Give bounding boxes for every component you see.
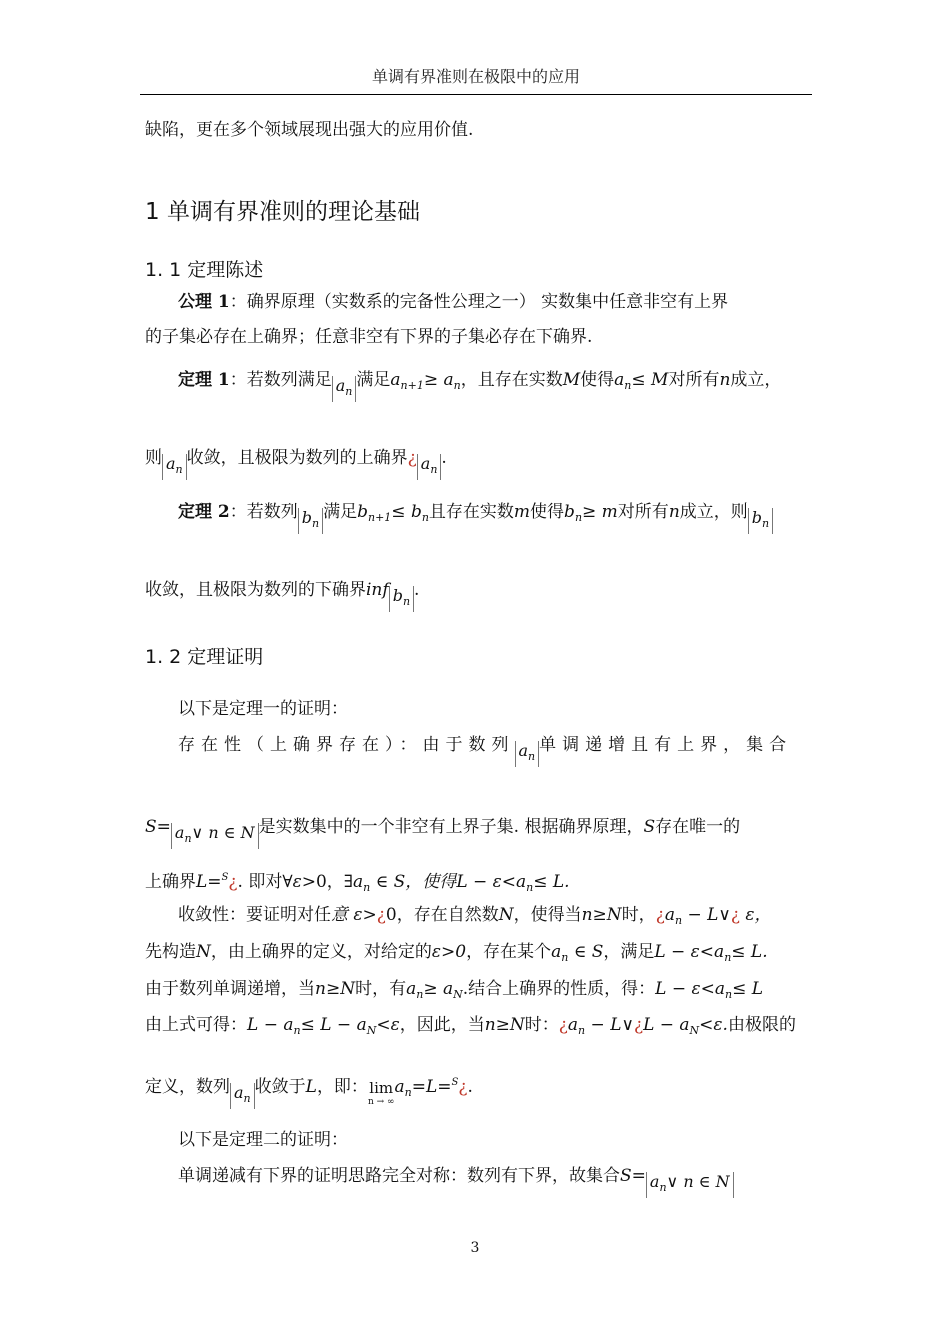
math-sub: n xyxy=(453,379,461,392)
math-a: a xyxy=(394,1077,405,1097)
math-n-ge-N: n≥N xyxy=(581,905,622,925)
sup-text-3: >0，∃ xyxy=(301,872,354,892)
math-sub: N xyxy=(366,1024,377,1037)
theorem-1-label: 定理 1 xyxy=(178,370,230,390)
axiom-1-label: 公理 1 xyxy=(178,292,230,312)
def-text-3: ，即： xyxy=(316,1077,368,1097)
pre-text: 先构造 xyxy=(145,942,196,962)
math-sub: n xyxy=(528,750,536,763)
theorem-2-text-4: 使得 xyxy=(530,502,565,522)
lim-subscript: n → ∞ xyxy=(367,1097,395,1107)
math-eq-L: =L= xyxy=(411,1077,452,1097)
pre-text-2: ，由上确界的定义，对给定的 xyxy=(210,942,432,962)
math-n-ge-N: n≥N xyxy=(315,979,356,999)
existence-text: 存在性（上确界存在）：由于数列 xyxy=(178,735,515,755)
math-sub: N xyxy=(453,988,463,1001)
math-S: S xyxy=(643,817,656,837)
math-eps-2: ε， xyxy=(739,905,772,925)
math-ineq: L − ε<a xyxy=(456,872,527,892)
header-rule xyxy=(140,94,812,95)
math-sub: n+1 xyxy=(367,511,392,524)
math-N: N xyxy=(498,905,514,925)
theorem-1-conclusion: 收敛，且极限为数列的上确界 xyxy=(186,448,408,468)
theorem-2-conclusion: 收敛，且极限为数列的下确界 xyxy=(145,580,366,600)
conv-text-3: ，使得当 xyxy=(513,905,582,925)
math-inf: inf xyxy=(366,580,389,600)
up-text: 由上式可得： xyxy=(145,1015,247,1035)
math-sub: n xyxy=(674,914,683,927)
math-a: a xyxy=(174,823,185,842)
math-n-ge-N: n≥N xyxy=(484,1015,525,1035)
mono-text-3: .结合上确界的性质，得： xyxy=(462,979,656,999)
math-sub: n xyxy=(659,1181,667,1194)
axiom-1-line-2: 的子集必存在上确界；任意非空有下界的子集必存在下确界. xyxy=(145,327,593,347)
theorem-1-text-5: 对所有 xyxy=(668,370,720,390)
math-sub: n+1 xyxy=(400,379,424,392)
math-eps-gt-0: ε>0 xyxy=(431,942,467,962)
math-rel: ≥ a xyxy=(423,370,454,390)
up-text-3: 时： xyxy=(524,1015,559,1035)
math-sup: S xyxy=(451,1077,459,1088)
theorem-2-seq xyxy=(298,508,323,534)
page-number: 3 xyxy=(470,1240,480,1256)
existence-seq xyxy=(515,741,540,767)
theorem-1-text-2: 满足 xyxy=(356,370,391,390)
math-ineq: L − ε<a xyxy=(655,979,725,999)
math-m: m xyxy=(513,502,531,522)
sup-text-2: . 即对∀ xyxy=(237,872,293,892)
math-a: a xyxy=(390,370,401,390)
theorem-2-seq-3 xyxy=(389,586,414,612)
def-text: 定义，数列 xyxy=(145,1077,230,1097)
math-sub: n xyxy=(402,595,411,608)
period: . xyxy=(441,448,447,468)
math-sub: n xyxy=(243,1092,251,1105)
limit-operator xyxy=(368,1081,395,1109)
theorem-2-text-6: 成立，则 xyxy=(679,502,748,522)
intro-tail: 缺陷，更在多个领域展现出强大的应用价值. xyxy=(145,120,474,140)
math-sub: n xyxy=(578,1024,586,1037)
proof-1-existence xyxy=(178,733,792,767)
math-sub: n xyxy=(175,463,183,476)
math-sub: n xyxy=(293,1024,301,1037)
period: . xyxy=(414,580,420,600)
math-in-S: ∈ S xyxy=(568,942,604,962)
theorem-1-bound xyxy=(614,370,668,390)
theorem-2-text-2: 满足 xyxy=(323,502,358,522)
proof-1-intro: 以下是定理一的证明： xyxy=(178,699,348,719)
math-b: b xyxy=(564,502,575,522)
math-a: a xyxy=(335,376,346,395)
math-a: a xyxy=(567,1015,579,1035)
garbled-glyph: ¿ xyxy=(228,872,238,892)
math-ineq-rest: ≤ L. xyxy=(533,872,570,892)
proof-2-text: 单调递减有下界的证明思路完全对称：数列有下界，故集合 xyxy=(178,1166,620,1186)
math-sub: n xyxy=(561,951,569,964)
axiom-1-line-1 xyxy=(178,290,728,314)
math-sub: n xyxy=(526,881,534,894)
running-header: 单调有界准则在极限中的应用 xyxy=(371,67,580,86)
theorem-1-seq xyxy=(332,376,357,402)
theorem-2-text-3: 且存在实数 xyxy=(428,502,514,522)
subsection-1-2-title: 1. 2 定理证明 xyxy=(145,646,264,668)
garbled-glyph: ¿ xyxy=(458,1077,468,1097)
math-a: a xyxy=(406,979,417,999)
math-ineq: L − a xyxy=(247,1015,294,1035)
math-rel: ≤ M xyxy=(631,370,669,390)
theorem-1-seq-2 xyxy=(162,454,187,480)
math-sub: n xyxy=(724,951,732,964)
math-sub: n xyxy=(416,988,424,1001)
math-sup: S xyxy=(221,872,229,883)
proof-2-intro: 以下是定理二的证明： xyxy=(178,1130,348,1150)
theorem-2-bound xyxy=(564,502,618,522)
math-M: M xyxy=(562,370,581,390)
def-seq xyxy=(230,1083,255,1109)
math-lt-eps: <ε. xyxy=(699,1015,728,1035)
theorem-2-line-2 xyxy=(145,578,419,612)
pre-text-3: ，存在某个 xyxy=(466,942,552,962)
proof-1-sup-line xyxy=(145,866,570,900)
theorem-1-text: ：若数列满足 xyxy=(229,370,332,390)
math-sub: n xyxy=(312,517,320,530)
math-n: n xyxy=(668,502,680,522)
conv-text: 收敛性：要证明对任 xyxy=(178,905,331,925)
proof-1-monotone xyxy=(145,977,763,1007)
garbled-glyph: ¿ xyxy=(633,1015,644,1035)
math-n: n xyxy=(719,370,731,390)
theorem-2-text: ：若数列 xyxy=(229,502,298,522)
theorem-2-text-5: 对所有 xyxy=(617,502,669,522)
proof-1-definition xyxy=(145,1071,473,1109)
set-text-2: 存在唯一的 xyxy=(655,817,741,837)
proof-1-upper xyxy=(145,1013,796,1043)
theorem-1-then: 则 xyxy=(145,448,162,468)
garbled-glyph: ¿ xyxy=(558,1015,568,1035)
math-ineq-rest: ≤ L xyxy=(732,979,764,999)
math-eps: ε> xyxy=(348,905,377,925)
section-1-title: 1 单调有界准则的理论基础 xyxy=(145,199,420,225)
math-a: a xyxy=(664,905,675,925)
axiom-1-text-a: ：确界原理（实数系的完备性公理之一） 实数集中任意非空有上界 xyxy=(229,292,729,312)
theorem-2-label: 定理 2 xyxy=(178,502,230,522)
theorem-2-seq-2 xyxy=(748,508,773,534)
math-L-minus-a: L − a xyxy=(643,1015,690,1035)
garbled-glyph: ¿ xyxy=(376,905,386,925)
theorem-1-text-4: 使得 xyxy=(580,370,615,390)
theorem-1-text-3: ，且存在实数 xyxy=(460,370,563,390)
proof-1-construct xyxy=(145,940,768,970)
math-a: a xyxy=(353,872,364,892)
math-ge: ≥ a xyxy=(423,979,454,999)
proof-1-set-line xyxy=(145,815,740,849)
set-definition xyxy=(171,823,259,849)
garbled-glyph: ¿ xyxy=(407,448,417,468)
math-a: a xyxy=(649,1172,660,1191)
math-N: N xyxy=(196,942,211,962)
math-minus-L: − L∨ xyxy=(682,905,731,925)
math-rel: ≤ b xyxy=(391,502,422,522)
proof-2-set xyxy=(646,1172,734,1198)
math-L: L xyxy=(305,1077,317,1097)
math-rel: ∨ n ∈ N xyxy=(191,823,255,842)
math-a: a xyxy=(420,454,431,473)
math-sub: n xyxy=(184,832,192,845)
up-text-4: 由极限的 xyxy=(727,1015,796,1035)
theorem-1-monotone xyxy=(390,370,460,390)
math-b: b xyxy=(301,508,312,527)
math-a: a xyxy=(614,370,625,390)
math-minus-L: − L∨ xyxy=(585,1015,634,1035)
theorem-1-seq-3 xyxy=(417,454,442,480)
math-L: L= xyxy=(196,872,222,892)
set-text: 是实数集中的一个非空有上界子集. 根据确界原理， xyxy=(258,817,644,837)
math-sub: n xyxy=(421,511,429,524)
math-b: b xyxy=(751,508,763,527)
period: . xyxy=(467,1077,473,1097)
mono-text-2: 时，有 xyxy=(355,979,407,999)
math-b: b xyxy=(392,586,403,605)
conv-italic-char: 意 xyxy=(331,905,348,925)
def-text-2: 收敛于 xyxy=(254,1077,306,1097)
theorem-2-monotone xyxy=(357,502,429,522)
theorem-1-line-2 xyxy=(145,446,447,480)
math-a: a xyxy=(234,1083,244,1102)
pre-text-4: ，满足 xyxy=(603,942,655,962)
math-sub: n xyxy=(430,463,438,476)
math-ineq-mid: ≤ L − a xyxy=(300,1015,367,1035)
existence-text-2: 单调递增且有上界，集合 xyxy=(539,735,793,755)
subsection-1-1-title: 1. 1 定理陈述 xyxy=(145,259,264,281)
theorem-1-line-1 xyxy=(178,368,781,402)
math-set-S: S= xyxy=(145,817,171,837)
math-sub: n xyxy=(363,881,371,894)
lim-word: lim xyxy=(369,1079,394,1097)
sup-text: 上确界 xyxy=(145,872,196,892)
math-a: a xyxy=(518,741,529,760)
math-eps: ε xyxy=(292,872,302,892)
math-sub: N xyxy=(689,1024,700,1037)
math-set-S: S= xyxy=(620,1166,646,1186)
math-ineq-rest: ≤ L. xyxy=(731,942,768,962)
proof-2-line xyxy=(178,1164,734,1198)
math-a: a xyxy=(551,942,562,962)
garbled-glyph: ¿ xyxy=(655,905,665,925)
math-a: a xyxy=(166,454,176,473)
math-sub: n xyxy=(574,511,583,524)
math-sub: n xyxy=(345,385,353,398)
math-rel: ≥ m xyxy=(582,502,618,522)
math-sub: n xyxy=(724,988,733,1001)
math-in-S: ∈ S，使得 xyxy=(370,872,457,892)
proof-1-convergence xyxy=(178,903,772,933)
math-rel: ∨ n ∈ N xyxy=(666,1172,730,1191)
math-sub: n xyxy=(404,1086,412,1099)
math-ineq-rest: <ε xyxy=(376,1015,400,1035)
math-sub: n xyxy=(624,379,632,392)
mono-text: 由于数列单调递增，当 xyxy=(145,979,315,999)
garbled-glyph: ¿ xyxy=(730,905,740,925)
math-ineq: L − ε<a xyxy=(654,942,725,962)
conv-text-4: 时， xyxy=(621,905,656,925)
up-text-2: ，因此，当 xyxy=(399,1015,485,1035)
math-b: b xyxy=(357,502,368,522)
math-sub: n xyxy=(762,517,770,530)
theorem-1-text-6: 成立， xyxy=(730,370,782,390)
conv-text-2: 0，存在自然数 xyxy=(385,905,499,925)
theorem-2-line-1 xyxy=(178,500,773,534)
